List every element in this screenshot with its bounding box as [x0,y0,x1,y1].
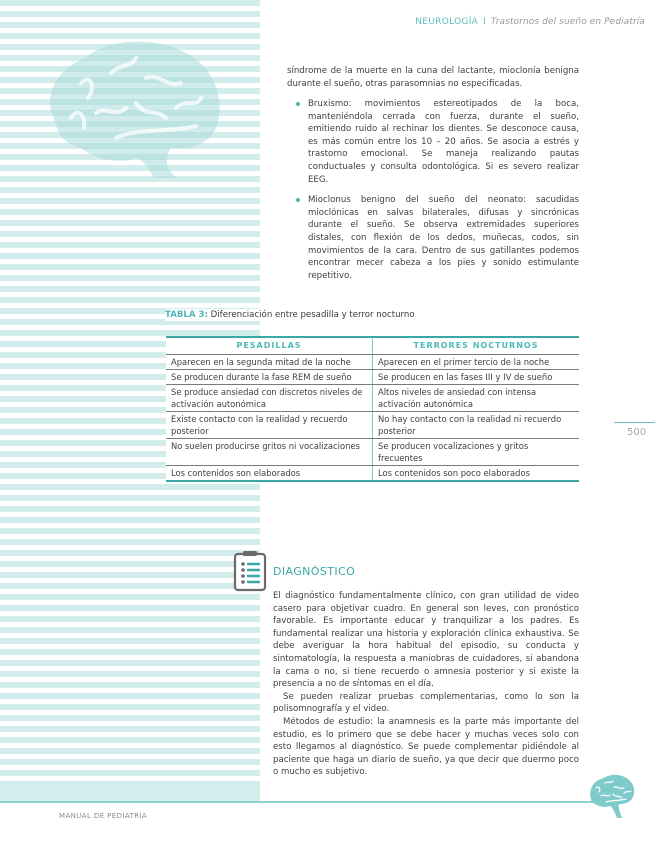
table-cell: Aparecen en el primer tercio de la noche [373,355,580,370]
intro-paragraph: síndrome de la muerte en la cuna del lactante, mioclonía benigna durante el sueño, otras parasomnias no especificadas. [287,66,579,89]
bullet-item-bruxismo: Bruxismo: movimientos estereotipados de la boca, manteniéndola cerrada con fuerza, durante el sueño, emitiendo ruido al rechinar los dientes. Se desconoce causa, es más común entre los 10 – 20 años. Se asocia a estrés y trastorno emocional. Se maneja realizando pautas conductuales y consulta odontológica. Si es severo realizar EEG. [308,99,579,185]
section-title-diagnostico: DIAGNÓSTICO [273,565,356,578]
table-caption-label: TABLA 3: [165,310,208,320]
header-section: NEUROLOGÍA [415,17,479,27]
table-cell: Aparecen en la segunda mitad de la noche [166,355,373,370]
table-row [166,385,579,412]
table-cell: Se producen en las fases III y IV de sueño [373,370,580,385]
table-row [166,466,579,482]
brain-logo-icon [586,773,636,819]
brain-watermark-icon [36,28,226,178]
table-row [166,412,579,439]
table-header-row [166,337,579,355]
table-cell: Los contenidos son elaborados [171,468,301,478]
table-cell: Los contenidos son poco elaborados [373,466,580,482]
header-separator: I [483,17,486,27]
table-cell: No hay contacto con la realidad ni recuerdo posterior [373,412,580,439]
diagnostico-paragraph: Métodos de estudio: la anamnesis es la parte más importante del estudio, es lo primero que se debe hacer y muchas veces solo con esto llegamos al diagnóstico. Se puede complementar pidiéndole al paciente que haga un diario de sueño, ya que decir que duermo poco o mucho es subjetivo. [273,716,579,778]
table-cell: Se produce ansiedad con discretos niveles de activación autonómica [166,385,373,412]
table-cell: No suelen producirse gritos ni vocalizaciones [166,439,373,466]
header-title: Trastornos del sueño en Pediatría [490,17,645,27]
table-cell: Se producen durante la fase REM de sueño [166,370,373,385]
page-number-rule [614,422,655,423]
table-row [166,355,579,370]
bullet-item-mioclonus: Mioclonus benigno del sueño del neonato: sacudidas mioclónicas en salvas bilaterales, difusas y sincrónicas durante el sueño. Se observa extremidades superiores distales, con flexión de los dedos, muñecas, codos, sin movimientos de la cara. Dentro de sus gatillantes podemos encontrar mecer cabeza a los pies y sonido estimulante repetitivo. [308,195,579,281]
page-number: 500 [627,427,647,438]
table-cell: Existe contacto con la realidad y recuerdo posterior [166,412,373,439]
clipboard-list-icon [233,550,267,592]
comparison-table [166,336,579,482]
table-row [166,439,579,466]
table-caption-text: Diferenciación entre pesadilla y terror nocturno [210,310,415,320]
footer-book-title: MANUAL DE PEDIATRÍA [59,812,148,820]
running-header [415,17,645,27]
table-cell: Se producen vocalizaciones y gritos frecuentes [373,439,580,466]
diagnostico-paragraph: Se pueden realizar pruebas complementarias, como lo son la polisomnografía y el video. [273,691,579,715]
footer-band [0,786,260,802]
table-cell: Altos niveles de ansiedad con intensa activación autonómica [373,385,580,412]
col-header-terrores: TERRORES NOCTURNOS [373,337,580,355]
diagnostico-paragraph: El diagnóstico fundamentalmente clínico, con gran utilidad de video casero para objetivar cuadro. En general son leves, con pronóstico favorable. Es importante educar y tranquilizar a los padres. Es fundamental realizar una historia y exploración clínica exhaustiva. Se debe averiguar la hora habitual del episodio, su conducta y sintomatología, la respuesta a maniobras de cuidadores, si abandona la cama o no, si tiene recuerdo o amnesia posterior y si existe la presencia a no de síntomas en el día. [273,591,579,690]
col-header-pesadillas: PESADILLAS [166,337,373,355]
footer-rule [0,801,620,803]
diagnostico-body [273,590,579,779]
table-row [166,370,579,385]
table-caption [165,309,583,321]
bullet-list [308,98,579,290]
